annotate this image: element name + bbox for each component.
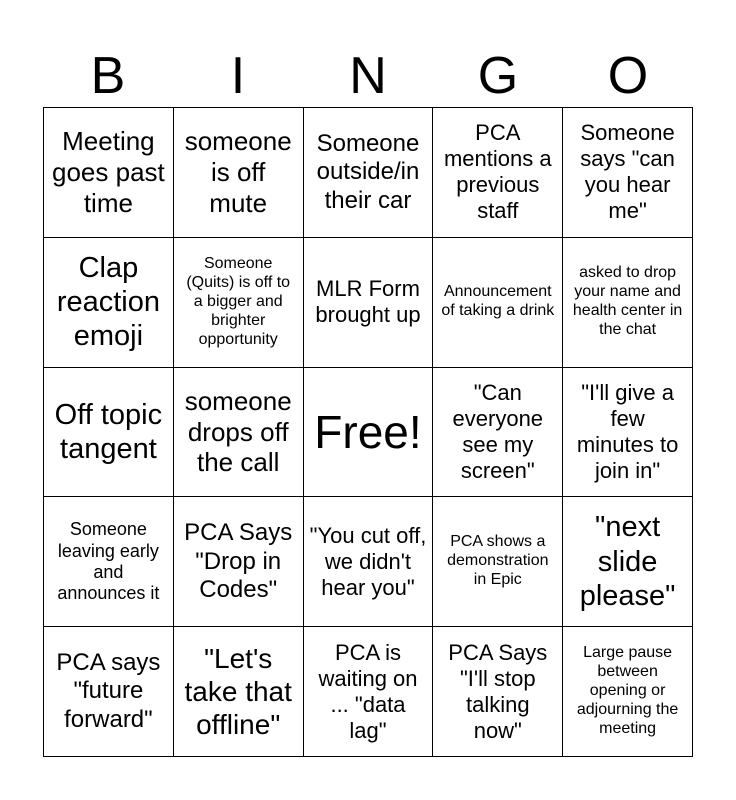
bingo-cell-r5c1[interactable]: PCA says "future forward" (44, 627, 174, 757)
bingo-cell-r4c2[interactable]: PCA Says "Drop in Codes" (174, 497, 304, 627)
bingo-header (43, 46, 693, 106)
header-letter-n: N (349, 47, 387, 105)
header-letter-g: G (477, 47, 519, 105)
bingo-cell-r1c5[interactable]: Someone says "can you hear me" (563, 108, 693, 238)
bingo-cell-r1c4[interactable]: PCA mentions a previous staff (433, 108, 563, 238)
header-letter-o: O (607, 47, 649, 105)
bingo-cell-r5c2[interactable]: "Let's take that offline" (174, 627, 304, 757)
bingo-cell-r4c3[interactable]: "You cut off, we didn't hear you" (304, 497, 434, 627)
bingo-cell-r4c5[interactable]: "next slide please" (563, 497, 693, 627)
bingo-cell-r5c3[interactable]: PCA is waiting on ... "data lag" (304, 627, 434, 757)
bingo-cell-r3c2[interactable]: someone drops off the call (174, 368, 304, 498)
bingo-cell-r2c3[interactable]: MLR Form brought up (304, 238, 434, 368)
bingo-cell-r3c1[interactable]: Off topic tangent (44, 368, 174, 498)
bingo-cell-r5c4[interactable]: PCA Says "I'll stop talking now" (433, 627, 563, 757)
bingo-board (43, 107, 693, 757)
bingo-cell-free[interactable]: Free! (304, 368, 434, 498)
header-letter-b: B (90, 47, 126, 105)
bingo-cell-r2c2[interactable]: Someone (Quits) is off to a bigger and brighter opportunity (174, 238, 304, 368)
bingo-cell-r4c4[interactable]: PCA shows a demonstration in Epic (433, 497, 563, 627)
bingo-cell-r3c5[interactable]: "I'll give a few minutes to join in" (563, 368, 693, 498)
bingo-cell-r4c1[interactable]: Someone leaving early and announces it (44, 497, 174, 627)
bingo-cell-r2c1[interactable]: Clap reaction emoji (44, 238, 174, 368)
bingo-cell-r1c2[interactable]: someone is off mute (174, 108, 304, 238)
bingo-cell-r3c4[interactable]: "Can everyone see my screen" (433, 368, 563, 498)
bingo-cell-r2c4[interactable]: Announcement of taking a drink (433, 238, 563, 368)
header-letter-i: I (230, 47, 246, 105)
bingo-cell-r1c1[interactable]: Meeting goes past time (44, 108, 174, 238)
bingo-cell-r5c5[interactable]: Large pause between opening or adjourning the meeting (563, 627, 693, 757)
bingo-cell-r1c3[interactable]: Someone outside/in their car (304, 108, 434, 238)
bingo-cell-r2c5[interactable]: asked to drop your name and health center in the chat (563, 238, 693, 368)
